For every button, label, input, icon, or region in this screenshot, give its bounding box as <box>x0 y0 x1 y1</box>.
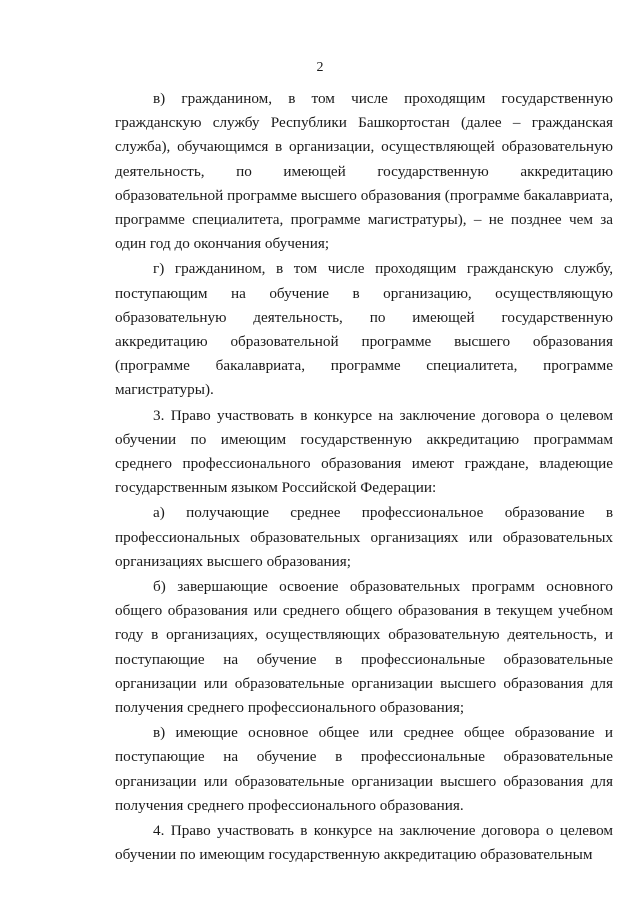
document-body <box>115 87 613 869</box>
paragraph-item-v: в) гражданином, в том числе проходящим государственную гражданскую службу Республики Башкортостан (далее – гражданская служба), обучающимся в организации, осуществляющей образовательную деятельность, по имеющей государственную аккредитацию образовательной программе высшего образования (программе бакалавриата, программе специалитета, программе магистратуры), – не позднее чем за один год до окончания обучения; <box>115 90 613 253</box>
paragraph-item-a: а) получающие среднее профессиональное образование в профессиональных образовательных организациях или образовательных организациях высшего образования; <box>115 504 613 570</box>
page-number: 2 <box>316 60 324 75</box>
paragraph-clause-4: 4. Право участвовать в конкурсе на заключение договора о целевом обучении по имеющим государственную аккредитацию образовательным <box>115 822 613 864</box>
paragraph-item-g: г) гражданином, в том числе проходящим гражданскую службу, поступающим на обучение в организацию, осуществляющую образовательную деятельность, по имеющей государственную аккредитацию образовательной программе высшего образования (программе бакалавриата, программе специалитета, программе магистратуры). <box>115 260 613 399</box>
paragraph-clause-3: 3. Право участвовать в конкурсе на заключение договора о целевом обучении по имеющим государственную аккредитацию программам среднего профессионального образования имеют граждане, владеющие государственным языком Российской Федерации: <box>115 406 613 497</box>
paragraph-item-v-2: в) имеющие основное общее или среднее общее образование и поступающие на обучение в профессиональные образовательные организации или образовательные организации высшего образования для получения среднего профессионального образования. <box>115 724 613 814</box>
paragraph-item-b: б) завершающие освоение образовательных программ основного общего образования или среднего общего образования в текущем учебном году в организациях, осуществляющих образовательную деятельность, и поступающие на обучение в профессиональные образовательные организации или образовательные организации высшего образования для получения среднего профессионального образования; <box>115 578 613 717</box>
